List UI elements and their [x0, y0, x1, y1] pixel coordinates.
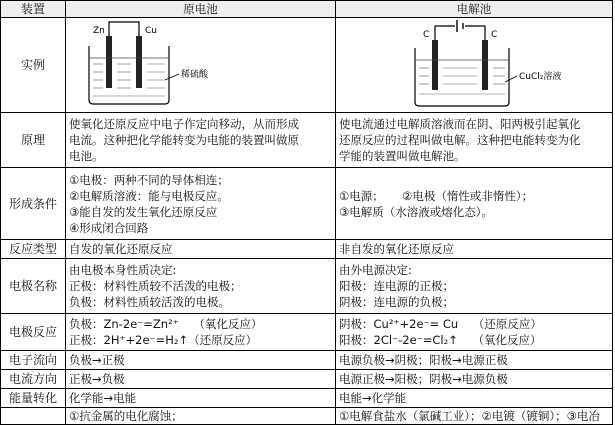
current-flow-galvanic: 正极→负极 [66, 370, 336, 389]
application-electrolytic [336, 408, 613, 425]
electrolytic-solution-label: CuCl₂溶液 [519, 72, 562, 82]
galvanic-negative-reaction: 负极：Zn-2e⁻=Zn²⁺ （氧化反应） [69, 317, 263, 331]
table-header-row [1, 1, 613, 18]
electrode-name-electrolytic-line: 阴极：连电源的负极； [339, 295, 454, 309]
electrolytic-wire [435, 26, 485, 40]
electrode-name-galvanic-line: 正极：材料性质较不活泼的电极； [69, 279, 242, 293]
row-reaction-type [1, 240, 613, 259]
row-conditions [1, 168, 613, 240]
cathode-electrode [482, 40, 488, 90]
label-conditions: 形成条件 [1, 168, 66, 240]
galvanic-cell-diagram [69, 18, 332, 108]
principle-galvanic-line: 电池。 [69, 149, 104, 163]
galvanic-right-electrode-label: Cu [145, 26, 157, 36]
electrode-name-galvanic-line: 负极：材料性质较活泼的电极。 [69, 295, 230, 309]
header-device: 装置 [1, 1, 66, 18]
label-energy: 能量转化 [1, 389, 66, 408]
row-electron-flow [1, 351, 613, 370]
conditions-electrolytic-item: ③电解质（水溶液或熔化态）。 [339, 204, 494, 219]
galvanic-wire [109, 22, 139, 36]
current-flow-electrolytic: 电源正极→阳极；阴极→电源负极 [336, 370, 613, 389]
galvanic-diagram-cell [66, 18, 336, 113]
galvanic-beaker [89, 46, 169, 104]
label-example: 实例 [1, 18, 66, 113]
electrode-reaction-electrolytic [336, 314, 613, 351]
application-galvanic [66, 408, 336, 425]
anode-electrode [432, 40, 438, 90]
principle-electrolytic-line: 还原反应的过程叫做电解。这种把电能转变为化 [339, 133, 581, 147]
row-electrode-reaction [1, 314, 613, 351]
principle-electrolytic-line: 使电流通过电解质溶液而在阴、阳两极引起氧化 [339, 117, 581, 131]
electrode-name-electrolytic-line: 由外电源决定: [339, 263, 412, 277]
electrode-name-galvanic-line: 由电极本身性质决定: [69, 263, 177, 277]
cu-electrode [136, 36, 142, 88]
electron-flow-galvanic: 负极→正极 [66, 351, 336, 370]
header-galvanic: 原电池 [66, 1, 336, 18]
conditions-galvanic-item: ②电解质溶液：能与电极反应。 [69, 188, 229, 203]
row-application-partial [1, 408, 613, 425]
energy-galvanic: 化学能→电能 [66, 389, 336, 408]
conditions-electrolytic [336, 168, 613, 240]
principle-galvanic-line: 电流。这种把化学能转变为电能的装置叫做原 [69, 133, 299, 147]
conditions-galvanic-item: ①电极：两种不同的导体相连； [69, 172, 229, 187]
galvanic-solution-label: 稀硫酸 [181, 70, 209, 80]
electrolytic-cathode-reaction: 阴极：Cu²⁺+2e⁻= Cu （还原反应） [339, 317, 542, 331]
row-electrode-name [1, 259, 613, 314]
electron-flow-electrolytic: 电源负极→阴极；阳极→电源正极 [336, 351, 613, 370]
label-electrode-name: 电极名称 [1, 259, 66, 314]
conditions-electrolytic-item: ①电源； ②电极（惰性或非惰性）； [339, 188, 534, 203]
principle-electrolytic-line: 学能的装置叫做电解池。 [339, 149, 466, 163]
conditions-galvanic-item: ③能自发的发生氧化还原反应 [69, 204, 218, 219]
reaction-type-electrolytic: 非自发的氧化还原反应 [336, 240, 613, 259]
principle-electrolytic [336, 113, 613, 168]
label-application-partial [1, 408, 66, 425]
energy-electrolytic: 电能→化学能 [336, 389, 613, 408]
electrolytic-right-electrode-label: C [491, 30, 498, 40]
reaction-type-galvanic: 自发的氧化还原反应 [66, 240, 336, 259]
row-principle [1, 113, 613, 168]
header-electrolytic: 电解池 [336, 1, 613, 18]
conditions-galvanic-item: ④形成闭合回路 [69, 220, 149, 235]
row-energy [1, 389, 613, 408]
label-electron-flow: 电子流向 [1, 351, 66, 370]
principle-galvanic [66, 113, 336, 168]
conditions-galvanic [66, 168, 336, 240]
electrolytic-left-electrode-label: C [423, 30, 430, 40]
zn-electrode [106, 36, 112, 88]
electrode-reaction-galvanic [66, 314, 336, 351]
electrolytic-beaker [415, 48, 509, 106]
label-reaction-type: 反应类型 [1, 240, 66, 259]
application-galvanic-text: ①抗金属的电化腐蚀； [69, 409, 183, 423]
row-current-flow [1, 370, 613, 389]
electrolytic-cell-diagram [339, 18, 609, 108]
application-electrolytic-text: ①电解食盐水（氯碱工业）；②电镀（镀铜）；③电冶 [339, 409, 600, 423]
electrolytic-anode-reaction: 阳极：2Cl⁻-2e⁻=Cl₂↑ （氧化反应） [339, 333, 542, 347]
label-current-flow: 电流方向 [1, 370, 66, 389]
label-principle: 原理 [1, 113, 66, 168]
row-example [1, 18, 613, 113]
galvanic-left-electrode-label: Zn [93, 26, 105, 36]
principle-galvanic-line: 使氧化还原反应中电子作定向移动，从而形成 [69, 117, 299, 131]
electrode-name-galvanic [66, 259, 336, 314]
electrolytic-diagram-cell [336, 18, 613, 113]
galvanic-positive-reaction: 正极：2H⁺+2e⁻=H₂↑（还原反应） [69, 333, 258, 347]
electrode-name-electrolytic-line: 阳极：连电源的正极； [339, 279, 454, 293]
electrode-name-electrolytic [336, 259, 613, 314]
label-electrode-reaction: 电极反应 [1, 314, 66, 351]
